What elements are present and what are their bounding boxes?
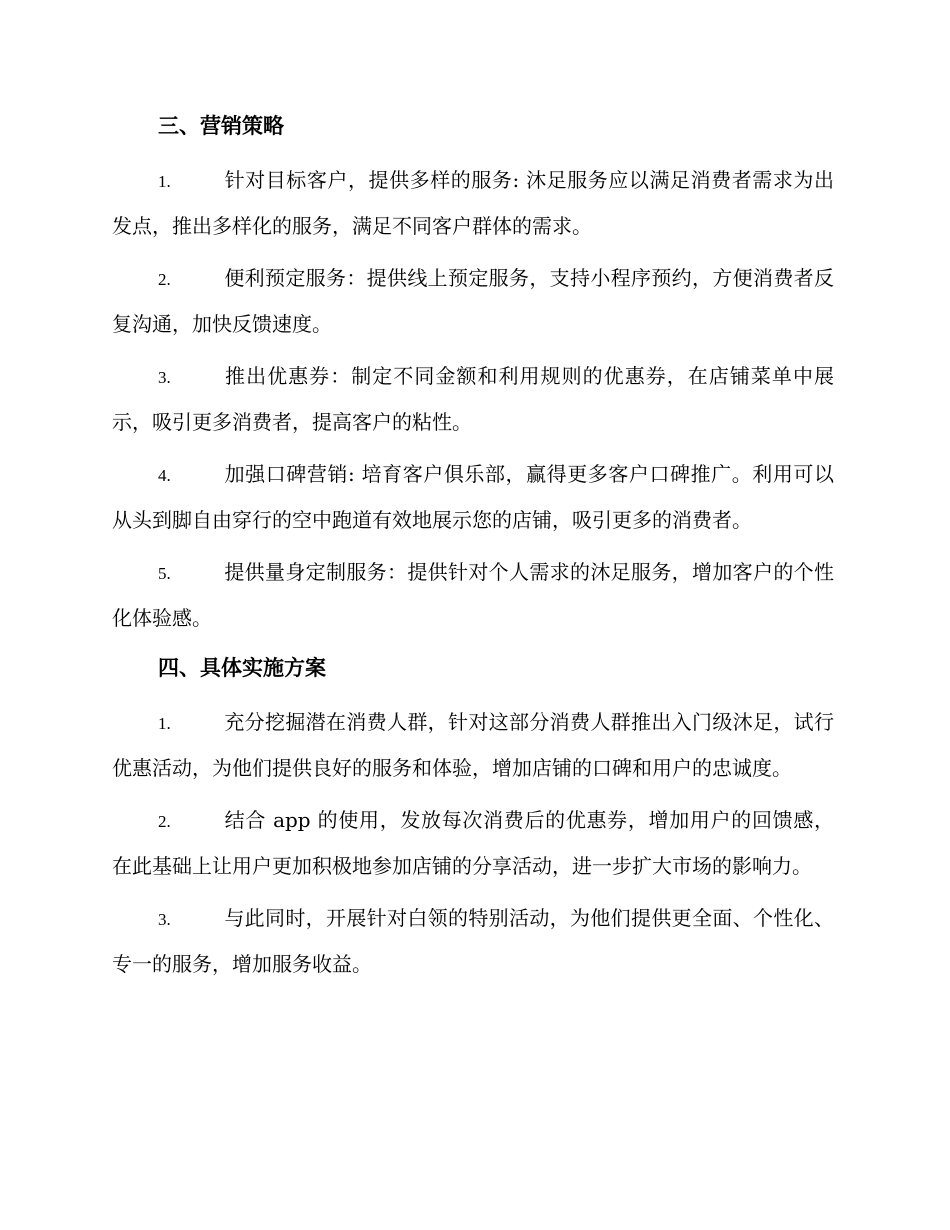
section-heading: 三、营销策略 <box>158 114 284 138</box>
item-number: 1. <box>158 714 171 733</box>
section-heading: 四、具体实施方案 <box>158 656 326 680</box>
list-item <box>112 896 834 986</box>
list-item <box>112 158 834 248</box>
item-text: 针对目标客户，提供多样的服务: 沐足服务应以满足消费者需求为出发点，推出多样化的服务，满足不同客户群体的需求。 <box>112 168 834 238</box>
item-number: 3. <box>158 368 171 387</box>
list-item <box>112 700 834 790</box>
item-number: 4. <box>158 466 171 485</box>
list-item <box>112 452 834 542</box>
item-text: 便利预定服务：提供线上预定服务，支持小程序预约，方便消费者反复沟通，加快反馈速度。 <box>112 266 834 336</box>
item-number: 2. <box>158 812 171 831</box>
list-item <box>112 550 834 640</box>
item-text: 推出优惠券：制定不同金额和利用规则的优惠券，在店铺菜单中展示，吸引更多消费者，提高客户的粘性。 <box>112 364 834 434</box>
section-implementation-plan <box>112 650 834 986</box>
item-number: 2. <box>158 270 171 289</box>
list-item <box>112 798 834 888</box>
item-number: 1. <box>158 172 171 191</box>
item-text: 加强口碑营销: 培育客户俱乐部，赢得更多客户口碑推广。利用可以从头到脚自由穿行的空中跑道有效地展示您的店铺，吸引更多的消费者。 <box>112 462 834 532</box>
item-text: 充分挖掘潜在消费人群，针对这部分消费人群推出入门级沐足，试行优惠活动，为他们提供良好的服务和体验，增加店铺的口碑和用户的忠诚度。 <box>112 710 834 780</box>
document-page <box>112 108 834 994</box>
item-number: 5. <box>158 564 171 583</box>
list-item <box>112 256 834 346</box>
list-item <box>112 354 834 444</box>
section-marketing-strategy <box>112 108 834 640</box>
item-text: 与此同时，开展针对白领的特别活动，为他们提供更全面、个性化、专一的服务，增加服务收益。 <box>112 906 834 976</box>
item-number: 3. <box>158 910 171 929</box>
item-text: 提供量身定制服务：提供针对个人需求的沐足服务，增加客户的个性化体验感。 <box>112 560 834 630</box>
item-text: 结合 app 的使用，发放每次消费后的优惠券，增加用户的回馈感，在此基础上让用户更加积极地参加店铺的分享活动，进一步扩大市场的影响力。 <box>112 808 834 878</box>
